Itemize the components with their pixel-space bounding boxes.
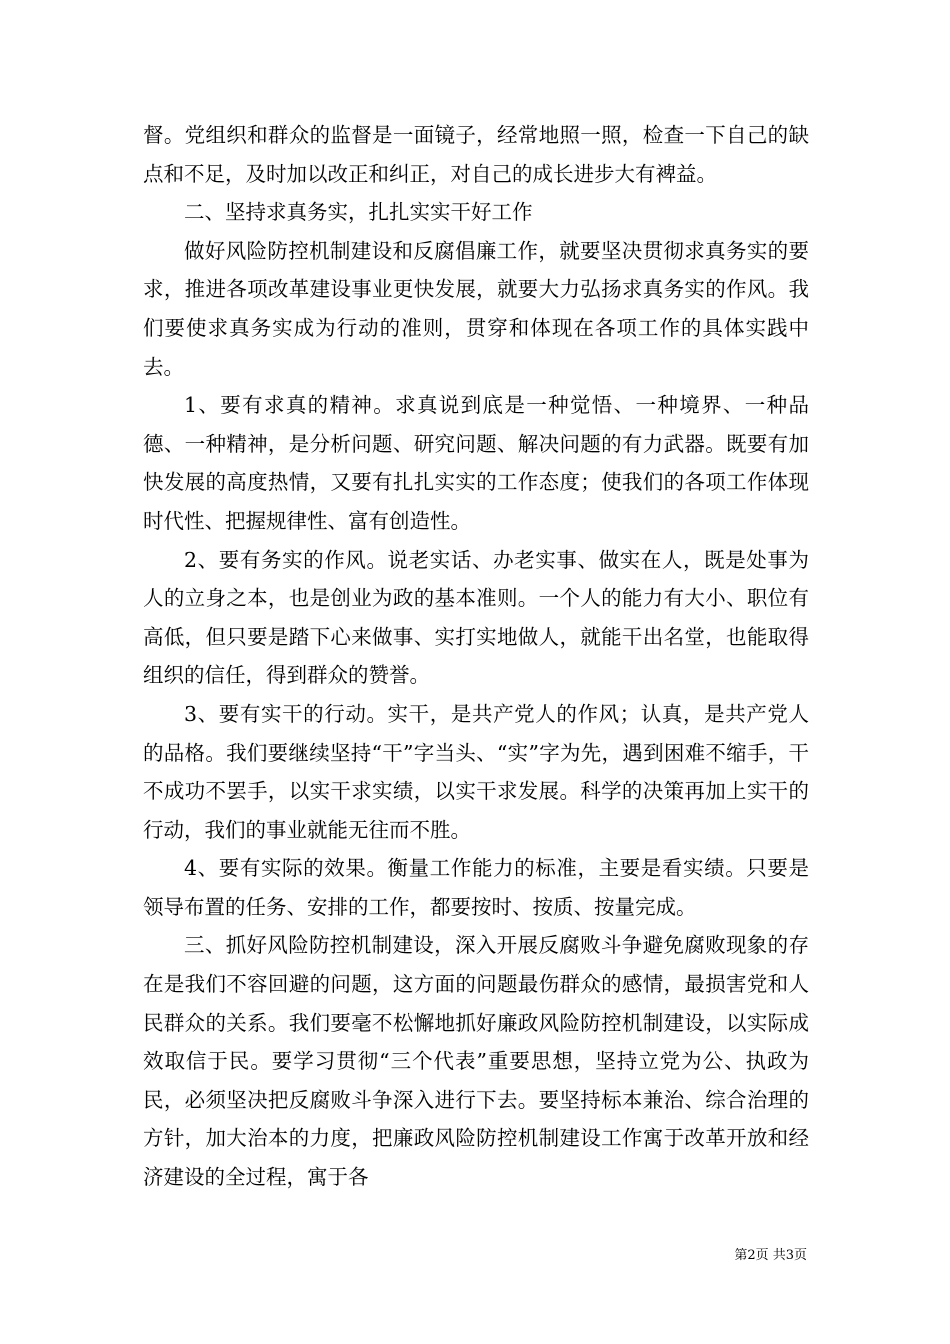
section-heading-2: 二、坚持求真务实，扎扎实实干好工作 [184, 200, 533, 225]
page-number-footer: 第2页 共3页 [734, 1248, 807, 1263]
paragraph-item-1: 1、要有求真的精神。求真说到底是一种觉悟、一种境界、一种品德、一种精神，是分析问题、研究问题、解决问题的有力武器。既要有加快发展的高度热情，又要有扎扎实实的工作态度；使我们的各项工作体现时代性、把握规律性、富有创造性。 [143, 393, 809, 533]
paragraph-item-4: 4、要有实际的效果。衡量工作能力的标准，主要是看实绩。只要是领导布置的任务、安排的工作，都要按时、按质、按量完成。 [143, 856, 809, 919]
paragraph-item-3: 3、要有实干的行动。实干，是共产党人的作风；认真，是共产党人的品格。我们要继续坚持“干”字当头、“实”字为先，遇到困难不缩手，干不成功不罢手，以实干求实绩，以实干求发展。科学的决策再加上实干的行动，我们的事业就能无往而不胜。 [143, 701, 809, 842]
paragraph-item-2: 2、要有务实的作风。说老实话、办老实事、做实在人，既是处事为人的立身之本，也是创业为政的基本准则。一个人的能力有大小、职位有高低，但只要是踏下心来做事、实打实地做人，就能干出名堂，也能取得组织的信任，得到群众的赞誉。 [143, 547, 809, 688]
document-body [143, 116, 809, 1197]
section-3-paragraph: 三、抓好风险防控机制建设，深入开展反腐败斗争避免腐败现象的存在是我们不容回避的问题，这方面的问题最伤群众的感情，最损害党和人民群众的关系。我们要毫不松懈地抓好廉政风险防控机制建设，以实际成效取信于民。要学习贯彻“三个代表”重要思想，坚持立党为公、执政为民，必须坚决把反腐败斗争深入进行下去。要坚持标本兼治、综合治理的方针，加大治本的力度，把廉政风险防控机制建设工作寓于改革开放和经济建设的全过程，寓于各 [143, 933, 809, 1190]
paragraph-intro: 做好风险防控机制建设和反腐倡廉工作，就要坚决贯彻求真务实的要求，推进各项改革建设事业更快发展，就要大力弘扬求真务实的作风。我们要使求真务实成为行动的准则，贯穿和体现在各项工作的具体实践中去。 [143, 238, 809, 379]
paragraph-continuation: 督。党组织和群众的监督是一面镜子，经常地照一照，检查一下自己的缺点和不足，及时加以改正和纠正，对自己的成长进步大有裨益。 [143, 123, 809, 186]
